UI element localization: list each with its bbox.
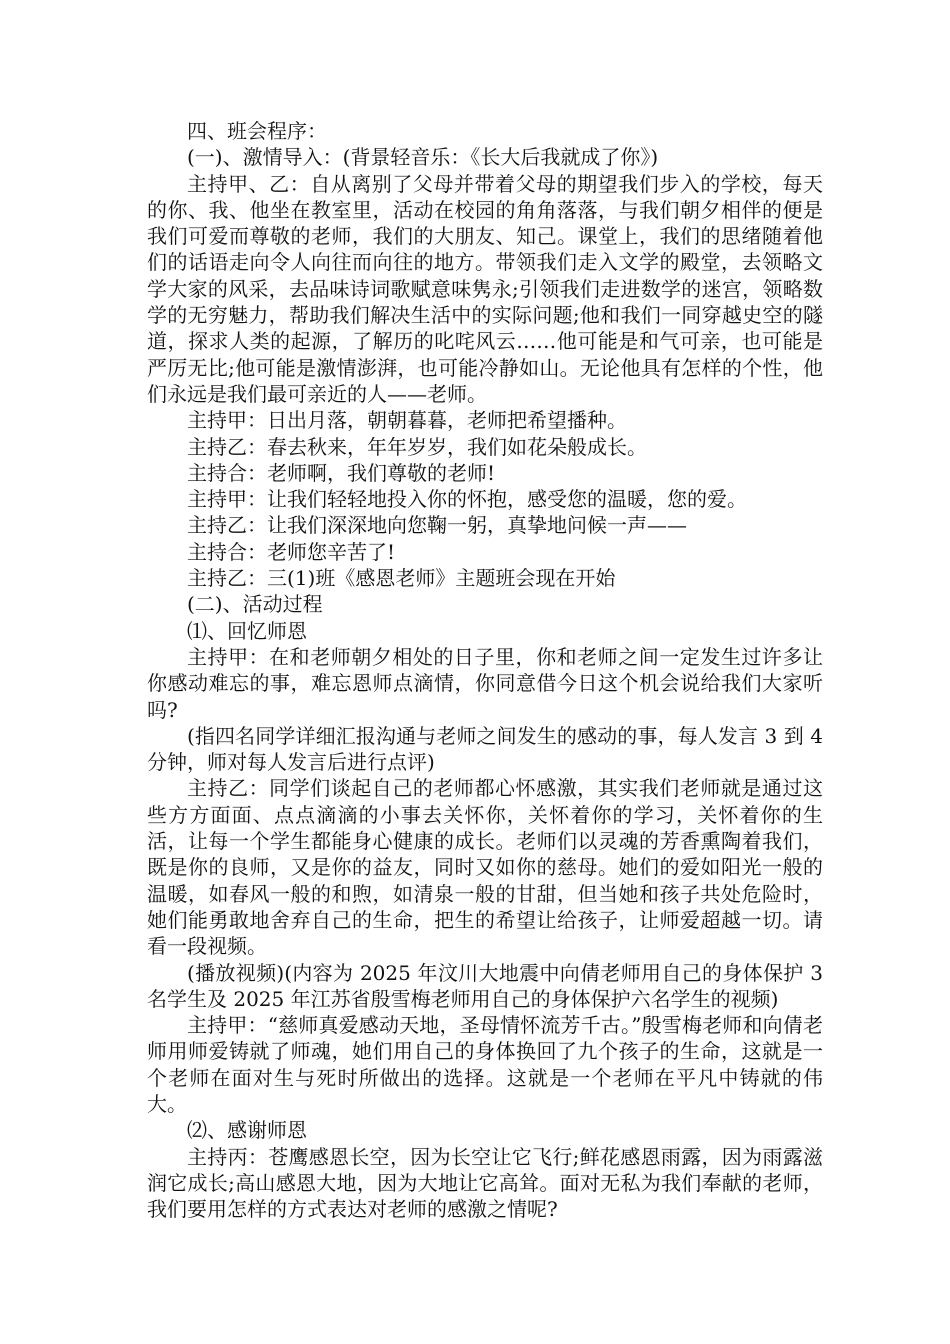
- paragraph: 主持乙：春去秋来，年年岁岁，我们如花朵般成长。: [187, 434, 647, 459]
- paragraph: 主持合：老师您辛苦了!: [187, 539, 396, 564]
- paragraph: (指四名同学详细汇报沟通与老师之间发生的感动的事，每人发言 3 到 4 分钟，师对每人发言后进行点评): [147, 723, 823, 775]
- subsection-heading: (一)、激情导入：(背景轻音乐：《长大后我就成了你》): [187, 145, 659, 170]
- paragraph: 主持甲、乙：自从离别了父母并带着父母的期望我们步入的学校，每天的你、我、他坐在教室里，活动在校园的角角落落，与我们朝夕相伴的便是我们可爱而尊敬的老师，我们的大朋友、知己。课堂上，我们的思绪随着他们的话语走向令人向往而向往的地方。带领我们走入文学的殿堂，去领略文学大家的风采，去品味诗词歌赋意味隽永;引领我们走进数学的迷宫，领略数学的无穷魅力，帮助我们解决生活中的实际问题;他和我们一同穿越史空的隧道，探求人类的起源，了解历的叱咤风云……他可能是和气可亲，也可能是严厉无比;他可能是激情澎湃，也可能冷静如山。无论他具有怎样的个性，他们永远是我们最可亲近的人——老师。: [147, 171, 823, 406]
- subsection-heading: (二)、活动过程: [187, 592, 323, 617]
- paragraph: 主持甲：在和老师朝夕相处的日子里，你和老师之间一定发生过许多让你感动难忘的事，难忘恩师点滴情，你同意借今日这个机会说给我们大家听吗?: [147, 644, 823, 722]
- paragraph: 主持甲：日出月落，朝朝暮暮，老师把希望播种。: [187, 408, 627, 433]
- section-heading: 四、班会程序：: [187, 119, 327, 143]
- paragraph: 主持乙：同学们谈起自己的老师都心怀感激，其实我们老师就是通过这些方方面面、点点滴滴的小事去关怀你，关怀着你的学习，关怀着你的生活，让每一个学生都能身心健康的成长。老师们以灵魂的芳香熏陶着我们，既是你的良师，又是你的益友，同时又如你的慈母。她们的爱如阳光一般的温暖，如春风一般的和煦，如清泉一般的甘甜，但当她和孩子共处危险时，她们能勇敢地舍弃自己的生命，把生的希望让给孩子，让师爱超越一切。请看一段视频。: [147, 776, 823, 959]
- item-heading: ⑵、感谢师恩: [187, 1118, 307, 1143]
- item-heading: ⑴、回忆师恩: [187, 618, 307, 643]
- paragraph: 主持乙：三(1)班《感恩老师》主题班会现在开始: [187, 566, 616, 591]
- paragraph: 主持合：老师啊，我们尊敬的老师!: [187, 460, 496, 485]
- paragraph: (播放视频)(内容为 2025 年汶川大地震中向倩老师用自己的身体保护 3 名学生及 2025 年江苏省殷雪梅老师用自己的身体保护六名学生的视频): [147, 960, 823, 1011]
- paragraph: 主持甲：让我们轻轻地投入你的怀抱，感受您的温暖，您的爱。: [187, 487, 747, 512]
- paragraph: 主持甲：“慈师真爱感动天地，圣母情怀流芳千古。”殷雪梅老师和向倩老师用师爱铸就了师魂，她们用自己的身体换回了九个孩子的生命，这就是一个老师在面对生与死时所做出的选择。这就是一个老师在平凡中铸就的伟大。: [147, 1013, 823, 1116]
- paragraph: 主持丙：苍鹰感恩长空，因为长空让它飞行;鲜花感恩雨露，因为雨露滋润它成长;高山感恩大地，因为大地让它高耸。面对无私为我们奉献的老师，我们要用怎样的方式表达对老师的感激之情呢?: [147, 1144, 823, 1222]
- paragraph: 主持乙：让我们深深地向您鞠一躬，真挚地问候一声——: [187, 513, 687, 538]
- document-page: [147, 118, 823, 1222]
